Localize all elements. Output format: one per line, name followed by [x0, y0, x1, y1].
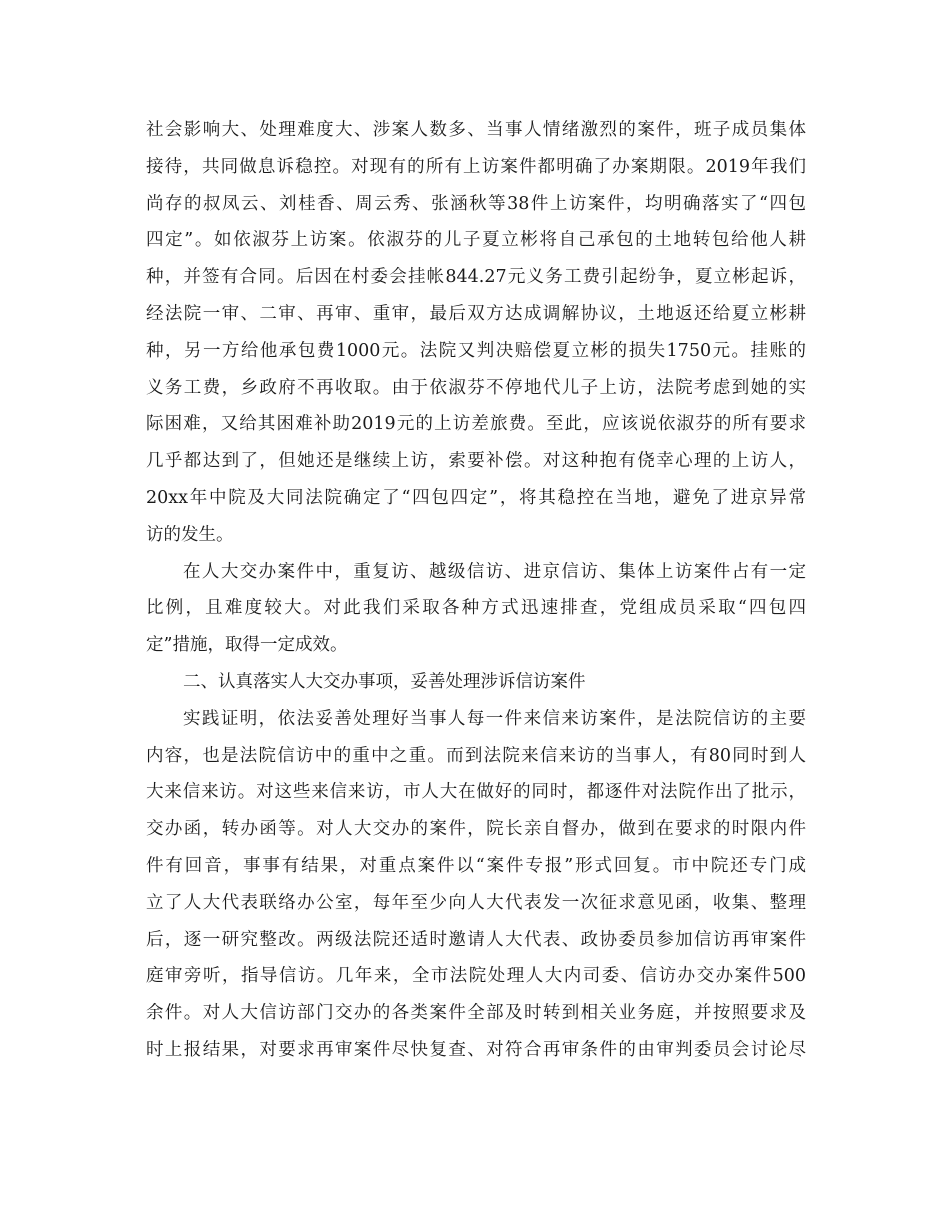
text-line: 接待，共同做息诉稳控。对现有的所有上访案件都明确了办案期限。2019年我们 — [146, 156, 806, 177]
text-line: 大来信来访。对这些来信来访，市人大在做好的同时，都逐件对法院作出了批示， — [146, 782, 806, 803]
text-line: 社会影响大、处理难度大、涉案人数多、当事人情绪激烈的案件，班子成员集体 — [146, 120, 806, 140]
text-line: 后，逐一研究整改。两级法院还适时邀请人大代表、政协委员参加信访再审案件 — [146, 929, 806, 950]
text-line: 立了人大代表联络办公室，每年至少向人大代表发一次征求意见函，收集、整理 — [146, 892, 806, 913]
document-body — [146, 112, 806, 1069]
text-line: 义务工费，乡政府不再收取。由于依淑芬不停地代儿子上访，法院考虑到她的实 — [146, 377, 806, 398]
text-line: 际困难，又给其困难补助2019元的上访差旅费。至此，应该说依淑芬的所有要求 — [146, 414, 806, 435]
text-line: 种，并签有合同。后因在村委会挂帐844.27元义务工费引起纷争，夏立彬起诉， — [146, 267, 806, 288]
text-line: 尚存的叔凤云、刘桂香、周云秀、张涵秋等38件上访案件，均明确落实了“四包 — [146, 193, 806, 214]
text-line: 20xx年中院及大同法院确定了“四包四定”，将其稳控在当地，避免了进京异常 — [146, 487, 806, 508]
text-line: 余件。对人大信访部门交办的各类案件全部及时转到相关业务庭，并按照要求及 — [146, 1003, 806, 1024]
paragraph-first-line: 二、认真落实人大交办事项，妥善处理涉诉信访案件 — [183, 671, 586, 692]
text-line: 交办函，转办函等。对人大交办的案件，院长亲自督办，做到在要求的时限内件 — [146, 819, 806, 840]
paragraph-first-line: 实践证明，依法妥善处理好当事人每一件来信来访案件，是法院信访的主要 — [183, 708, 806, 729]
text-line: 件有回音，事事有结果，对重点案件以“案件专报”形式回复。市中院还专门成 — [146, 855, 806, 876]
text-line: 时上报结果，对要求再审案件尽快复查、对符合再审条件的由审判委员会讨论尽 — [146, 1039, 806, 1060]
text-line: 定”措施，取得一定成效。 — [146, 635, 348, 656]
text-line: 种，另一方给他承包费1000元。法院又判决赔偿夏立彬的损失1750元。挂账的 — [146, 340, 806, 361]
text-line: 内容，也是法院信访中的重中之重。而到法院来信来访的当事人，有80同时到人 — [146, 745, 806, 766]
text-line: 访的发生。 — [146, 524, 234, 545]
text-line: 庭审旁听，指导信访。几年来，全市法院处理人大内司委、信访办交办案件500 — [146, 966, 806, 987]
paragraph-first-line: 在人大交办案件中，重复访、越级信访、进京信访、集体上访案件占有一定 — [183, 561, 806, 582]
text-line: 比例，且难度较大。对此我们采取各种方式迅速排查，党组成员采取“四包四 — [146, 598, 806, 619]
text-line: 几乎都达到了，但她还是继续上访，索要补偿。对这种抱有侥幸心理的上访人， — [146, 451, 806, 472]
text-line: 四定”。如依淑芬上访案。依淑芬的儿子夏立彬将自己承包的土地转包给他人耕 — [146, 230, 806, 251]
text-line: 经法院一审、二审、再审、重审，最后双方达成调解协议，土地返还给夏立彬耕 — [146, 303, 806, 324]
